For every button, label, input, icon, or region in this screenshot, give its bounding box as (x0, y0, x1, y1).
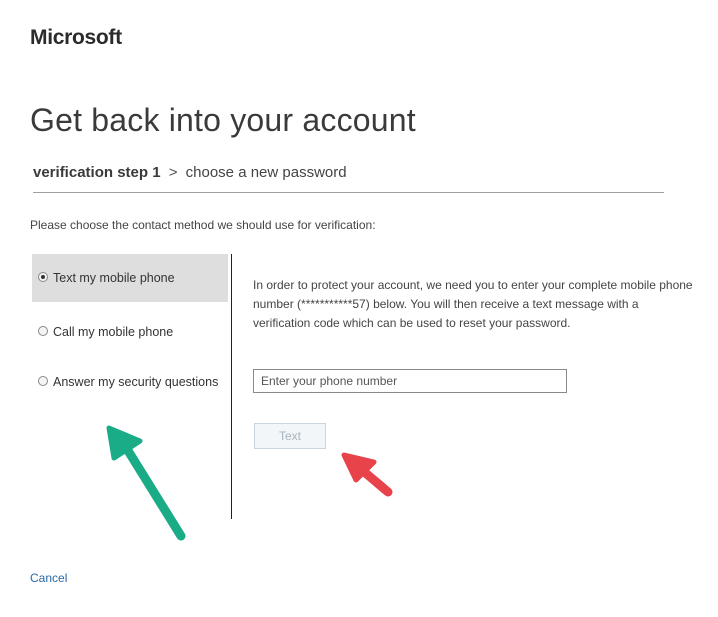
method-call-mobile-phone[interactable] (32, 308, 228, 356)
contact-method-list (32, 254, 232, 519)
method-label: Text my mobile phone (53, 271, 175, 285)
current-step-label: verification step 1 (33, 164, 161, 181)
radio-unselected-icon[interactable] (38, 326, 48, 336)
radio-selected-icon[interactable] (38, 272, 48, 282)
radio-unselected-icon[interactable] (38, 376, 48, 386)
verification-description: In order to protect your account, we need you to enter your complete mobile phone number (***********57) below. You will then receive a text message with a verification code which can be used to reset your password. (253, 278, 693, 330)
method-label: Call my mobile phone (53, 325, 174, 339)
microsoft-logo: Microsoft (30, 26, 122, 49)
next-step-label: choose a new password (185, 164, 347, 181)
method-text-mobile-phone[interactable] (32, 254, 228, 302)
phone-number-input[interactable] (253, 369, 567, 393)
cancel-link[interactable]: Cancel (30, 571, 68, 585)
text-submit-button[interactable]: Text (254, 423, 326, 449)
step-breadcrumb (33, 164, 664, 193)
red-arrow-icon (344, 455, 388, 492)
page-title: Get back into your account (30, 102, 416, 138)
method-label: Answer my security questions (53, 375, 219, 389)
instruction-text: Please choose the contact method we should use for verification: (30, 218, 376, 232)
method-security-questions[interactable] (32, 358, 228, 406)
step-separator: > (168, 164, 178, 181)
